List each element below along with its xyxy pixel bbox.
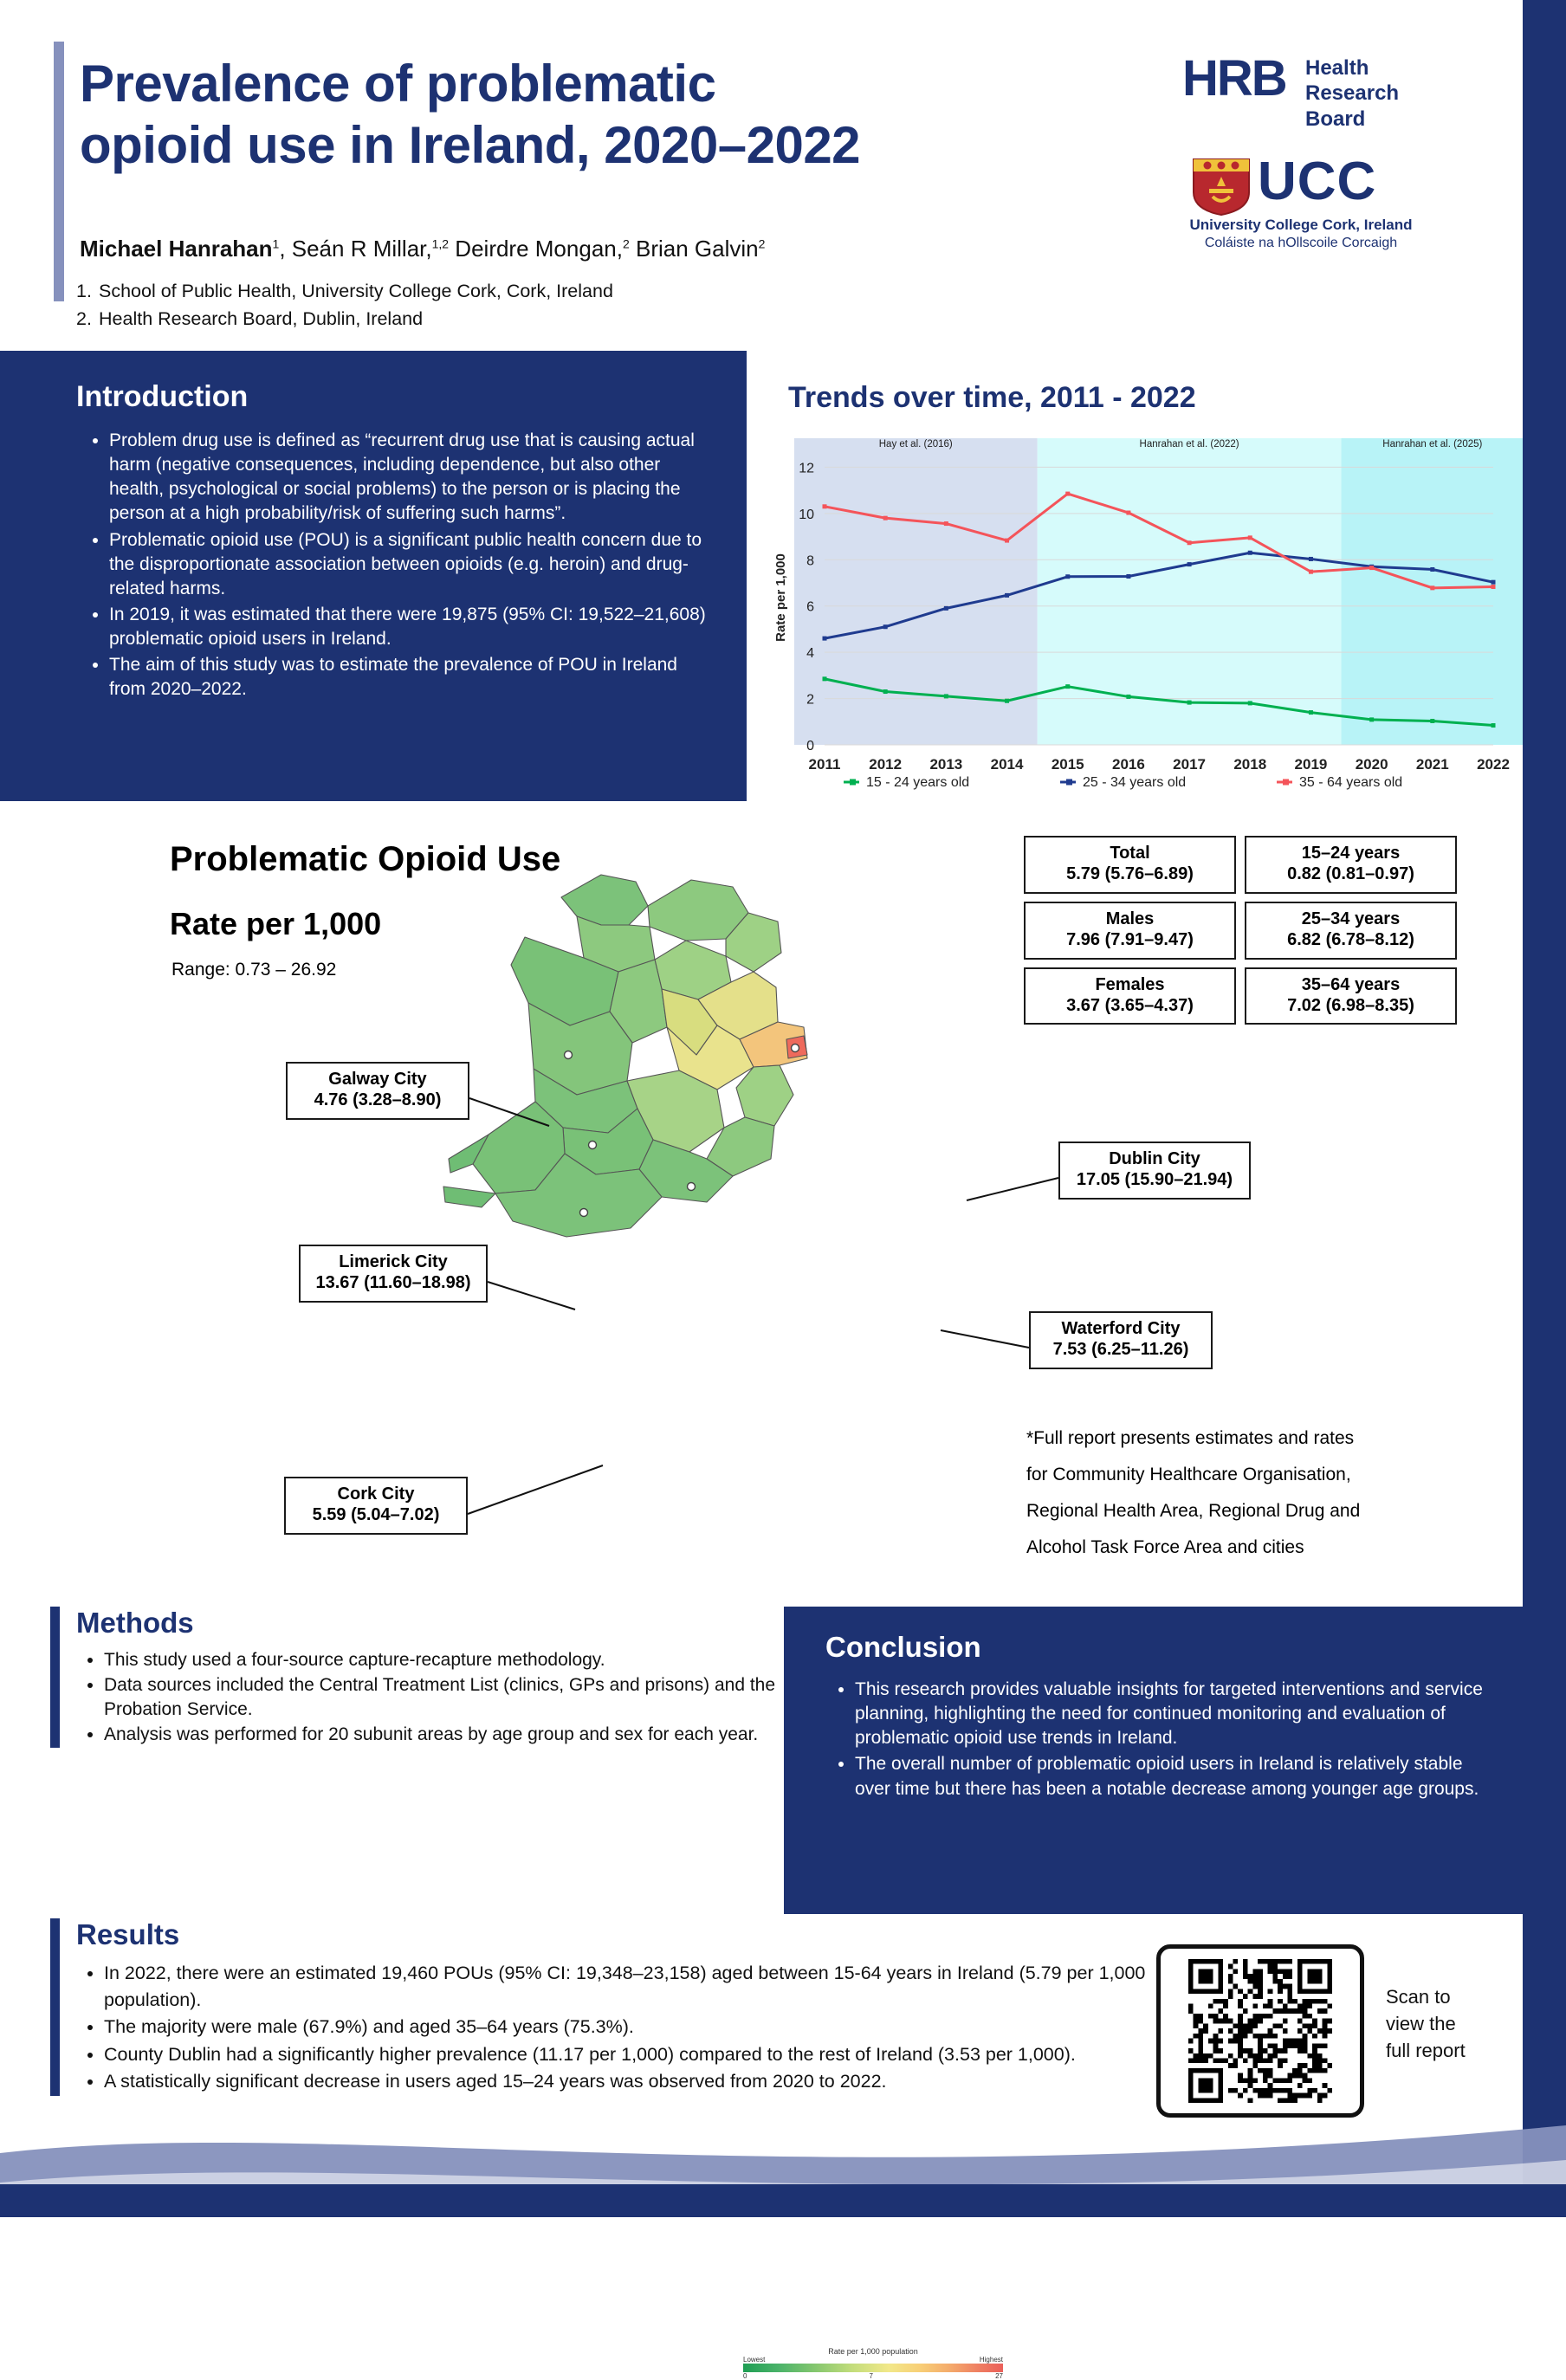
chart-y-tick: 6 <box>806 599 814 615</box>
chart-point <box>883 516 888 521</box>
chart-point <box>1187 562 1192 566</box>
chart-x-tick: 2018 <box>1233 756 1267 773</box>
author-list <box>80 236 1032 262</box>
map-legend-low-label: Lowest <box>743 2356 766 2364</box>
author-4: Brian Galvin <box>629 236 759 262</box>
chart-point <box>1126 574 1130 579</box>
affiliation-1-number: 1. <box>76 281 92 301</box>
callout-city-name: Galway City <box>328 1070 427 1089</box>
list-item: • County Dublin had a significantly higher prevalence (11.17 per 1,000) compared to the rest of Ireland (3.53 per 1,000). <box>104 2041 1168 2068</box>
title-accent-bar <box>54 42 64 301</box>
list-item: • Problematic opioid use (POU) is a significant public health concern due to the disproportionate association between opioids (e.g. heroin) and drug-related harms. <box>109 528 709 601</box>
callout-city-name: Cork City <box>337 1484 415 1504</box>
stat-value: 7.02 (6.98–8.35) <box>1287 995 1414 1015</box>
chart-x-tick: 2020 <box>1355 756 1388 773</box>
chart-annotation-label: Hay et al. (2016) <box>878 439 953 449</box>
stat-value: 0.82 (0.81–0.97) <box>1287 864 1414 884</box>
affiliation-1-text: School of Public Health, University College Cork, Cork, Ireland <box>99 281 613 301</box>
chart-point <box>1492 585 1496 589</box>
map-footnote <box>1026 1420 1494 1566</box>
author-lead: Michael Hanrahan <box>80 236 273 262</box>
map-callout-limerick-city <box>299 1245 488 1303</box>
trends-chart-title: Trends over time, 2011 - 2022 <box>788 381 1196 414</box>
chart-point <box>883 689 888 694</box>
map-marker-limerick-city <box>589 1141 597 1149</box>
list-item: • This study used a four-source capture-recapture methodology. <box>104 1648 778 1672</box>
stat-value: 5.79 (5.76–6.89) <box>1066 864 1194 884</box>
author-3-sup: 2 <box>622 236 630 251</box>
methods-accent-bar <box>50 1607 60 1748</box>
stat-total <box>1024 836 1236 894</box>
chart-point <box>1065 574 1070 579</box>
conclusion-bullets <box>855 1678 1496 1803</box>
results-section <box>50 1918 1168 2096</box>
chart-point <box>1369 566 1374 570</box>
frame-bottom-bar <box>0 2184 1566 2217</box>
stat-value: 3.67 (3.65–4.37) <box>1066 995 1194 1015</box>
map-region <box>561 875 648 925</box>
qr-caption-line: full report <box>1386 2040 1466 2062</box>
chart-point <box>944 694 948 698</box>
trends-chart <box>762 424 1516 805</box>
conclusion-panel <box>784 1607 1524 1914</box>
table-row <box>1024 902 1457 960</box>
map-marker-cork-city <box>580 1209 588 1217</box>
chart-x-tick: 2014 <box>990 756 1024 773</box>
chart-point <box>1492 723 1496 728</box>
chart-point <box>1005 699 1009 703</box>
summary-statistics-grid <box>1024 836 1457 1032</box>
map-footnote-line: Alcohol Task Force Area and cities <box>1026 1537 1304 1557</box>
results-title: Results <box>76 1918 180 1950</box>
hrb-logo-letters: HRB <box>1182 50 1286 107</box>
author-4-sup: 2 <box>758 236 766 251</box>
chart-y-tick: 10 <box>799 507 814 522</box>
chart-point <box>823 504 827 508</box>
methods-bullets <box>104 1648 778 1747</box>
chart-point <box>1126 695 1130 699</box>
stat-label: Males <box>1105 909 1155 928</box>
map-legend-gradient-bar <box>743 2364 1003 2372</box>
affiliation-1 <box>76 277 856 305</box>
chart-point <box>1430 719 1434 723</box>
map-region <box>443 1187 495 1207</box>
stat-label: 35–64 years <box>1301 974 1401 994</box>
chart-y-tick: 12 <box>799 461 814 476</box>
author-3: Deirdre Mongan, <box>449 236 623 262</box>
stat-label: 25–34 years <box>1301 909 1401 928</box>
chart-y-tick: 8 <box>806 553 814 569</box>
map-marker-dublin-city <box>792 1044 799 1052</box>
chart-annotation-label: Hanrahan et al. (2025) <box>1382 439 1483 449</box>
affiliation-2 <box>76 305 856 333</box>
ucc-crest-icon <box>1190 156 1252 217</box>
chart-legend-label: 25 - 34 years old <box>1083 775 1187 790</box>
list-item: • This research provides valuable insights for targeted interventions and service planning, highlighting the need for continued monitoring and evaluation of problematic opioid use trends in Ireland. <box>855 1678 1496 1750</box>
table-row <box>1024 967 1457 1025</box>
qr-caption <box>1386 1983 1524 2065</box>
chart-point <box>1309 570 1313 574</box>
stat-value: 7.96 (7.91–9.47) <box>1066 930 1194 950</box>
stat-label: Total <box>1110 844 1150 863</box>
chart-y-tick: 0 <box>806 739 814 753</box>
map-legend-min: 0 <box>743 2372 747 2380</box>
chart-y-axis-label: Rate per 1,000 <box>773 553 788 642</box>
map-color-legend <box>743 2347 1003 2380</box>
title-line-1: Prevalence of problematic <box>80 55 716 113</box>
ucc-logo-sub-en: University College Cork, Ireland <box>1189 217 1413 233</box>
callout-city-name: Waterford City <box>1061 1319 1181 1338</box>
trends-chart-svg <box>762 424 1516 805</box>
map-marker-waterford-city <box>688 1183 696 1191</box>
hrb-word-board: Board <box>1305 107 1366 131</box>
chart-point <box>1309 710 1313 715</box>
list-item: • The aim of this study was to estimate the prevalence of POU in Ireland from 2020–2022. <box>109 653 709 702</box>
chart-point <box>823 676 827 681</box>
table-row <box>1024 836 1457 894</box>
map-callout-dublin-city <box>1058 1141 1251 1200</box>
callout-city-name: Dublin City <box>1109 1149 1200 1168</box>
chart-point <box>1248 701 1252 705</box>
map-callout-galway-city <box>286 1062 469 1120</box>
chart-point <box>1248 551 1252 555</box>
chart-point <box>1430 585 1434 590</box>
ucc-logo-sub-ga: Coláiste na hOllscoile Corcaigh <box>1204 236 1398 250</box>
callout-city-value: 13.67 (11.60–18.98) <box>315 1273 471 1293</box>
hrb-word-research: Research <box>1305 81 1400 106</box>
chart-point <box>1248 535 1252 540</box>
chart-y-tick: 4 <box>806 646 814 662</box>
map-footnote-line: for Community Healthcare Organisation, <box>1026 1465 1351 1484</box>
introduction-panel <box>0 351 747 801</box>
chart-point <box>1126 511 1130 515</box>
list-item: • Data sources included the Central Treatment List (clinics, GPs and prisons) and the Probation Service. <box>104 1673 778 1722</box>
map-footnote-line: *Full report presents estimates and rates <box>1026 1428 1355 1448</box>
conclusion-title: Conclusion <box>825 1631 981 1663</box>
methods-section <box>50 1607 778 1748</box>
stat-males <box>1024 902 1236 960</box>
results-accent-bar <box>50 1918 60 2096</box>
list-item: • In 2019, it was estimated that there were 19,875 (95% CI: 19,522–21,608) problematic opioid users in Ireland. <box>109 603 709 651</box>
chart-point <box>1065 684 1070 689</box>
chart-point <box>883 624 888 629</box>
chart-point <box>1369 717 1374 721</box>
chart-legend-label: 35 - 64 years old <box>1299 775 1403 790</box>
chart-x-tick: 2012 <box>869 756 903 773</box>
stat-value: 6.82 (6.78–8.12) <box>1287 930 1414 950</box>
map-range-label: Range: 0.73 – 26.92 <box>171 960 337 980</box>
ucc-logo-text: UCC <box>1258 152 1377 211</box>
chart-point <box>1430 567 1434 572</box>
chart-x-tick: 2019 <box>1294 756 1328 773</box>
map-legend-high-label: Highest <box>979 2356 1003 2364</box>
hrb-logo <box>1182 50 1425 145</box>
chart-point <box>1065 492 1070 496</box>
chart-x-tick: 2021 <box>1415 756 1449 773</box>
list-item: • Problem drug use is defined as “recurrent drug use that is causing actual harm (negative consequences, including dependence, but also other health, psychological or social problems) to the person or is placing the person at a high probability/risk of suffering such harms”. <box>109 429 709 527</box>
ireland-choropleth-map[interactable] <box>431 795 1090 1280</box>
map-subheading: Rate per 1,000 <box>170 906 382 941</box>
map-legend-mid: 7 <box>869 2372 873 2380</box>
stat-age-35-64 <box>1245 967 1457 1025</box>
map-heading: Problematic Opioid Use <box>170 840 561 878</box>
chart-y-tick: 2 <box>806 692 814 708</box>
chart-point <box>1005 539 1009 543</box>
chart-x-tick: 2013 <box>929 756 963 773</box>
chart-point <box>1309 557 1313 561</box>
map-legend-max: 27 <box>995 2372 1003 2380</box>
list-item: • The majority were male (67.9%) and aged 35–64 years (75.3%). <box>104 2014 1168 2040</box>
stat-age-25-34 <box>1245 902 1457 960</box>
chart-point <box>944 521 948 526</box>
frame-right-bar <box>1523 0 1566 2217</box>
ucc-logo <box>1171 154 1431 267</box>
map-legend-title: Rate per 1,000 population <box>828 2347 918 2356</box>
chart-legend-label: 15 - 24 years old <box>866 775 970 790</box>
callout-city-value: 5.59 (5.04–7.02) <box>312 1505 440 1525</box>
affiliation-2-text: Health Research Board, Dublin, Ireland <box>99 308 424 330</box>
map-marker-galway-city <box>565 1051 573 1059</box>
callout-city-value: 7.53 (6.25–11.26) <box>1052 1340 1189 1360</box>
methods-title: Methods <box>76 1607 194 1639</box>
affiliations <box>76 277 856 333</box>
map-callout-cork-city <box>284 1477 468 1535</box>
chart-point <box>1492 580 1496 585</box>
hrb-word-health: Health <box>1305 56 1369 80</box>
stat-label: Females <box>1095 974 1165 994</box>
stat-females <box>1024 967 1236 1025</box>
introduction-title: Introduction <box>76 380 249 413</box>
author-2: , Seán R Millar, <box>279 236 432 262</box>
introduction-bullets <box>85 429 709 703</box>
chart-point <box>944 606 948 611</box>
chart-point <box>1187 701 1192 705</box>
chart-point <box>1005 593 1009 598</box>
list-item: • A statistically significant decrease in users aged 15–24 years was observed from 2020 to 2022. <box>104 2068 1168 2095</box>
poster-header <box>0 0 1524 346</box>
page-title <box>80 54 1223 177</box>
author-2-sup: 1,2 <box>431 236 450 251</box>
callout-city-value: 4.76 (3.28–8.90) <box>314 1090 442 1110</box>
qr-caption-line: view the <box>1386 2013 1456 2035</box>
stat-age-15-24 <box>1245 836 1457 894</box>
chart-annotation-label: Hanrahan et al. (2022) <box>1139 439 1239 449</box>
map-footnote-line: Regional Health Area, Regional Drug and <box>1026 1501 1361 1521</box>
author-lead-sup: 1 <box>272 236 280 251</box>
stat-label: 15–24 years <box>1301 844 1401 863</box>
callout-city-name: Limerick City <box>339 1252 448 1271</box>
chart-point <box>1187 540 1192 545</box>
chart-x-tick: 2016 <box>1111 756 1145 773</box>
affiliation-2-number: 2. <box>76 308 92 330</box>
chart-x-tick-labels <box>809 756 1510 773</box>
list-item: • Analysis was performed for 20 subunit areas by age group and sex for each year. <box>104 1723 778 1747</box>
list-item: • In 2022, there were an estimated 19,460 POUs (95% CI: 19,348–23,158) aged between 15-64 years in Ireland (5.79 per 1,000 population). <box>104 1960 1168 2013</box>
chart-point <box>823 637 827 641</box>
chart-x-tick: 2015 <box>1051 756 1084 773</box>
map-callout-waterford-city <box>1029 1311 1213 1369</box>
chart-legend <box>844 775 1402 790</box>
chart-x-tick: 2022 <box>1477 756 1510 773</box>
callout-city-value: 17.05 (15.90–21.94) <box>1076 1170 1233 1190</box>
qr-caption-line: Scan to <box>1386 1986 1451 2008</box>
list-item: • The overall number of problematic opioid users in Ireland is relatively stable over time but there has been a notable decrease among younger age groups. <box>855 1752 1496 1801</box>
hrb-logo-words <box>1305 55 1399 132</box>
chart-x-tick: 2011 <box>808 756 841 773</box>
chart-x-tick: 2017 <box>1173 756 1207 773</box>
title-line-2: opioid use in Ireland, 2020–2022 <box>80 115 861 174</box>
